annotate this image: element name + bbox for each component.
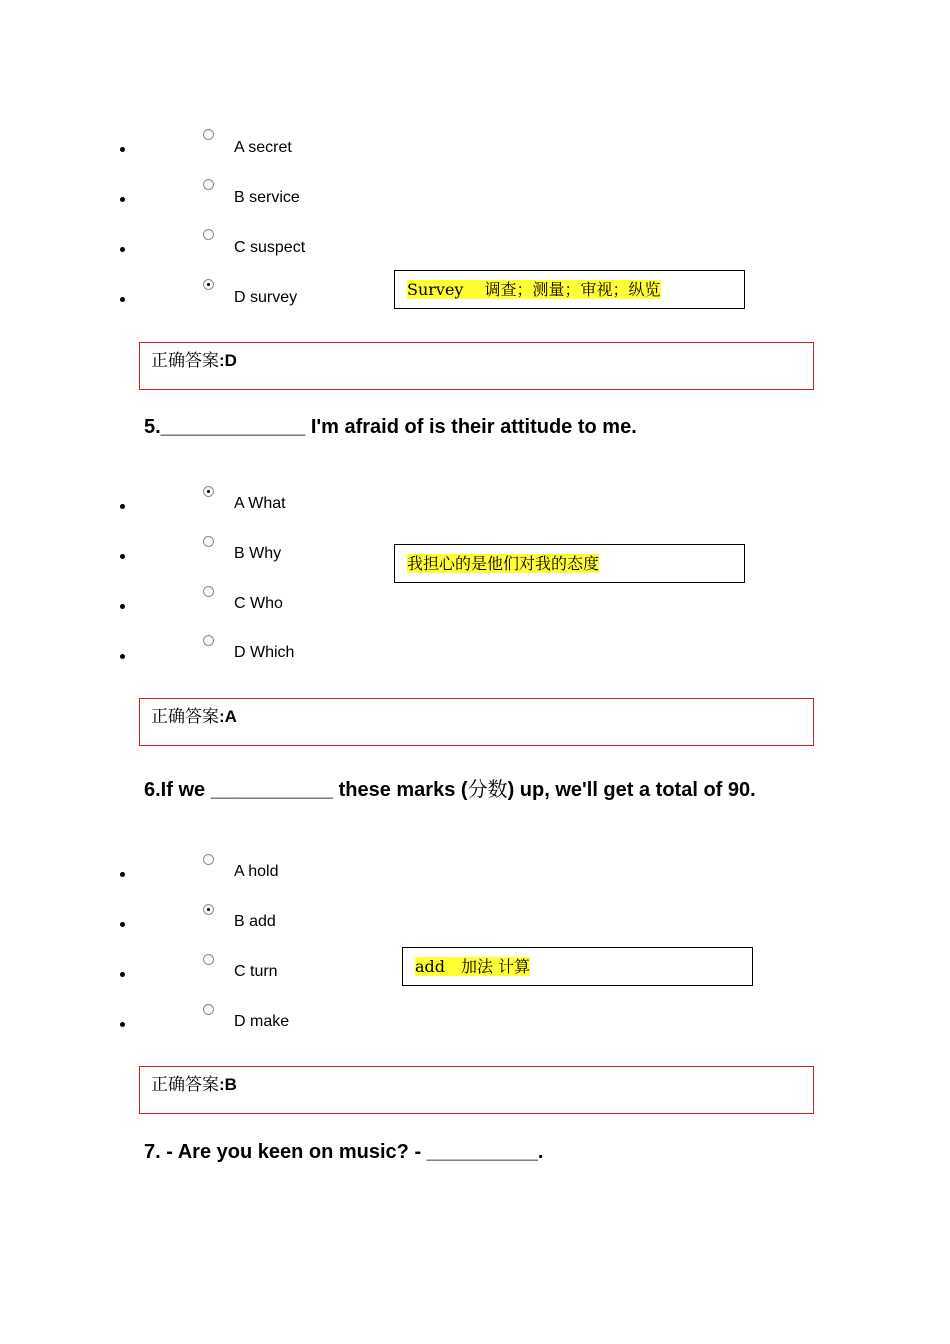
- question-5-text: 5._____________ I'm afraid of is their attitude to me.: [144, 416, 637, 438]
- list-bullet: [120, 247, 125, 252]
- list-bullet: [120, 197, 125, 202]
- option-label: C turn: [234, 963, 278, 980]
- list-bullet: [120, 654, 125, 659]
- option-radio-a[interactable]: [203, 486, 214, 497]
- vocab-note-text: add 加法 计算: [415, 957, 531, 976]
- list-bullet: [120, 972, 125, 977]
- list-bullet: [120, 147, 125, 152]
- correct-answer-label: 正确答案: [151, 351, 219, 371]
- correct-answer-box: [139, 1066, 814, 1114]
- option-label: A secret: [234, 139, 292, 156]
- question-6-chinese-gloss: 分数: [467, 777, 508, 801]
- option-label: B service: [234, 189, 300, 206]
- correct-answer-label: 正确答案: [151, 1075, 219, 1095]
- option-label: B add: [234, 913, 276, 930]
- option-radio-c[interactable]: [203, 229, 214, 240]
- option-label: A hold: [234, 863, 279, 880]
- option-radio-d[interactable]: [203, 1004, 214, 1015]
- option-label: D survey: [234, 289, 298, 306]
- list-bullet: [120, 1022, 125, 1027]
- option-label: C Who: [234, 595, 283, 612]
- list-bullet: [120, 297, 125, 302]
- correct-answer-value: :A: [219, 707, 237, 726]
- option-radio-a[interactable]: [203, 129, 214, 140]
- vocab-note: [394, 270, 745, 309]
- option-radio-b[interactable]: [203, 179, 214, 190]
- option-radio-a[interactable]: [203, 854, 214, 865]
- option-radio-d[interactable]: [203, 279, 214, 290]
- option-label: B Why: [234, 545, 282, 562]
- list-bullet: [120, 922, 125, 927]
- correct-answer-value: :B: [219, 1075, 237, 1094]
- correct-answer-value: :D: [219, 351, 237, 370]
- translation-note-text: 我担心的是他们对我的态度: [407, 554, 600, 573]
- option-radio-c[interactable]: [203, 954, 214, 965]
- list-bullet: [120, 872, 125, 877]
- option-radio-c[interactable]: [203, 586, 214, 597]
- option-label: C suspect: [234, 239, 306, 256]
- option-label: D make: [234, 1013, 290, 1030]
- question-7-text: 7. - Are you keen on music? - __________.: [144, 1141, 544, 1163]
- correct-answer-box: [139, 342, 814, 390]
- correct-answer-box: [139, 698, 814, 746]
- question-6-text: [144, 777, 756, 802]
- option-radio-b[interactable]: [203, 904, 214, 915]
- list-bullet: [120, 504, 125, 509]
- correct-answer-label: 正确答案: [151, 707, 219, 727]
- list-bullet: [120, 604, 125, 609]
- translation-note: [394, 544, 745, 583]
- question-6-text-part: 6.If we ___________ these marks (: [144, 779, 468, 801]
- vocab-note: [402, 947, 753, 986]
- vocab-note-text: Survey 调查；测量；审视；纵览: [407, 280, 661, 299]
- option-radio-b[interactable]: [203, 536, 214, 547]
- option-label: A What: [234, 495, 286, 512]
- option-radio-d[interactable]: [203, 635, 214, 646]
- question-6-text-part: ) up, we'll get a total of 90.: [507, 779, 756, 801]
- option-label: D Which: [234, 644, 295, 661]
- list-bullet: [120, 554, 125, 559]
